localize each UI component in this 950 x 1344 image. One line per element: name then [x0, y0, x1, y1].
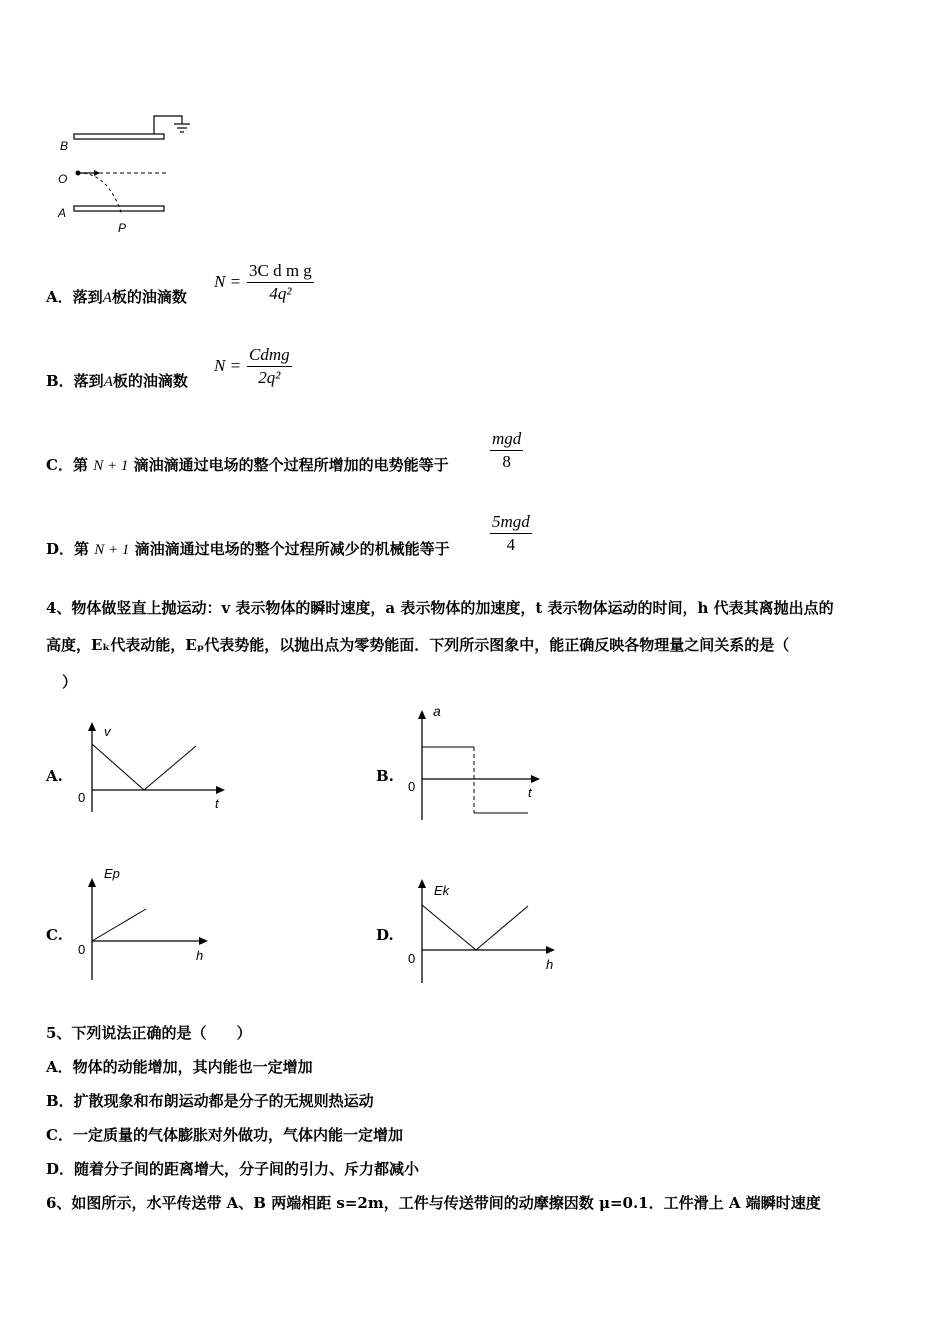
q4-graph-b-label: B. [376, 767, 394, 785]
q4-graph-a [70, 722, 240, 817]
graph-b-origin: 0 [408, 779, 416, 794]
label-p: P [118, 221, 127, 235]
plate-b [74, 134, 164, 139]
label-a: A [58, 206, 67, 220]
q6-stem: 6、如图所示，水平传送带 A、B 两端相距 s=2m，工件与传送带间的动摩擦因数 μ=0.1．工件滑上 A 端瞬时速度 [46, 1194, 821, 1212]
q3-a-lhs: N = [214, 272, 242, 291]
q4-graph-a-label: A. [46, 767, 63, 785]
q4-graph-d-label: D. [376, 926, 394, 944]
graph-d-line [422, 905, 528, 950]
graph-d-ylabel: Ek [434, 883, 450, 898]
graph-a-origin: 0 [78, 790, 86, 805]
label-o: O [58, 172, 68, 186]
q5-stem: 5、下列说法正确的是（ ） [46, 1024, 252, 1042]
q3-option-b: B．落到A板的油滴数 [46, 372, 188, 390]
q4-graph-c [70, 862, 220, 986]
q4-graph-c-label: C. [46, 926, 63, 944]
graph-b-xlabel: t [528, 785, 532, 800]
capacitor-diagram [50, 110, 210, 240]
q3-b-lhs: N = [214, 356, 242, 375]
q3-option-d: D．第 N + 1 滴油滴通过电场的整个过程所减少的机械能等于 [46, 540, 450, 558]
q3-a-fraction: $\frac{\text{3C d m g}}{\text{4q²}}$ [249, 261, 312, 303]
q4-stem-line1: 4、物体做竖直上抛运动：v 表示物体的瞬时速度，a 表示物体的加速度，t 表示物体运动的时间，h 代表其离抛出点的 [46, 599, 834, 617]
graph-a-xlabel: t [215, 796, 219, 811]
label-b: B [60, 139, 69, 153]
ground-wire [154, 116, 182, 134]
graph-a-ylabel: v [104, 724, 111, 739]
graph-b-ylabel: a [433, 703, 441, 719]
q5-option-c: C．一定质量的气体膨胀对外做功，气体内能一定增加 [46, 1126, 403, 1144]
q4-graph-b [400, 700, 550, 825]
q3-option-a: A．落到A板的油滴数 [46, 288, 187, 306]
graph-d-origin: 0 [408, 951, 416, 966]
q3-option-c: C．第 N + 1 滴油滴通过电场的整个过程所增加的电势能等于 [46, 456, 449, 474]
q3-c-fraction: mgd 8 [492, 429, 522, 471]
q4-graph-d [400, 875, 565, 987]
graph-c-origin: 0 [78, 942, 86, 957]
graph-a-line [92, 744, 196, 790]
graph-c-xlabel: h [196, 948, 204, 963]
q5-option-a: A．物体的动能增加，其内能也一定增加 [46, 1058, 313, 1076]
q3-b-fraction: Cdmg 2q² [249, 345, 290, 387]
q3-d-fraction: 5mgd 4 [492, 512, 530, 554]
q5-option-b: B．扩散现象和布朗运动都是分子的无规则热运动 [46, 1092, 374, 1110]
q4-stem-line3: ） [62, 673, 78, 691]
trajectory [78, 173, 122, 215]
graph-c-ylabel: Ep [104, 866, 120, 881]
q5-option-d: D．随着分子间的距离增大，分子间的引力、斥力都减小 [46, 1160, 420, 1178]
graph-d-xlabel: h [546, 957, 554, 972]
graph-c-line [92, 909, 146, 941]
q4-stem-line2: 高度，Eₖ代表动能，Eₚ代表势能，以抛出点为零势能面．下列所示图象中，能正确反映各物理量之间关系的是（ [46, 636, 790, 654]
